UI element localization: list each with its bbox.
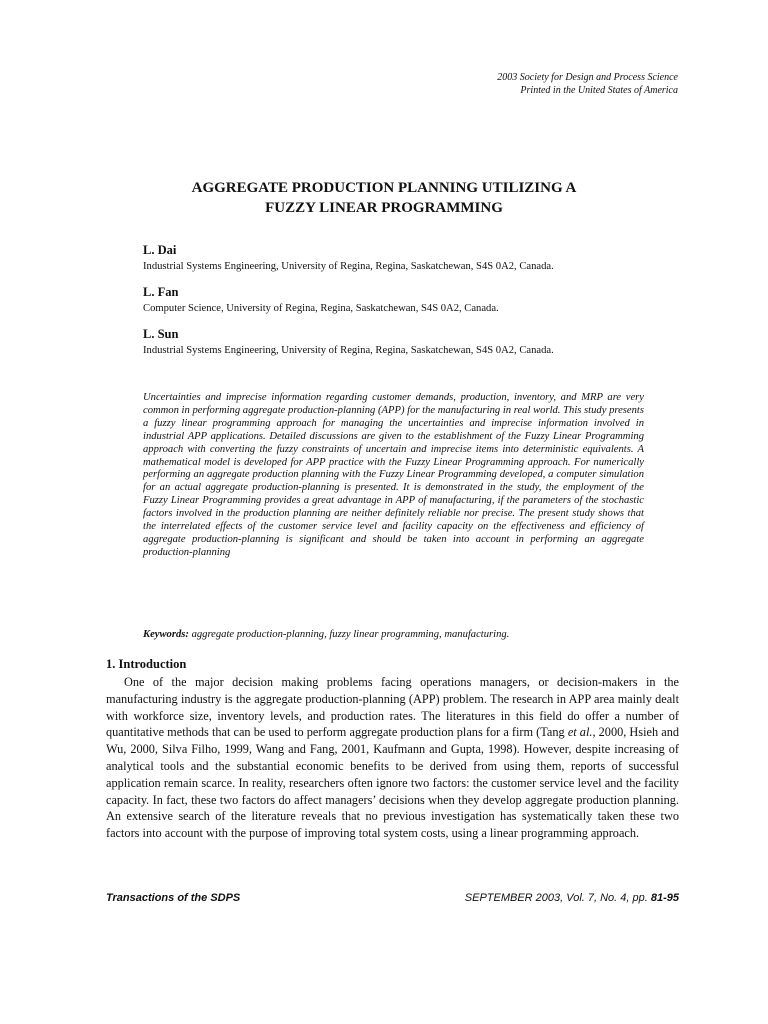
- publication-note-line1: 2003 Society for Design and Process Science: [497, 72, 678, 83]
- abstract: Uncertainties and imprecise information regarding customer demands, production, inventory, and MRP are very common in performing aggregate production-planning (APP) for the manufacturing in real world. This study presents a fuzzy linear programming approach for managing the uncertainties and imprecise information involved in industrial APP applications. Detailed discussions are given to the establishment of the Fuzzy Linear Programming approach with converting the fuzzy constraints of uncertain and imprecise items into deterministic equivalents. A mathematical model is developed for APP practice with the Fuzzy Linear Programming approach. For numerically performing an aggregate production planning with the Fuzzy Linear Programming developed, a computer simulation for an actual aggregate production-planning is presented. It is demonstrated in the study, the employment of the Fuzzy Linear Programming provides a great advantage in APP of manufacturing, if the parameters of the stochastic factors involved in the production planning are neither definitely reliable nor precise. The present study shows that the interrelated effects of the customer service level and facility capacity on the effectiveness and efficiency of aggregate production-planning is significant and should be taken into account in performing an aggregate production-planning: [143, 392, 644, 558]
- author-block: [143, 327, 703, 358]
- author-block: [143, 285, 703, 316]
- introduction-body: [106, 674, 679, 842]
- section-heading: 1. Introduction: [106, 657, 187, 671]
- author-name: L. Fan: [143, 285, 179, 299]
- introduction-paragraph: [106, 674, 679, 842]
- intro-text-etal: et al.: [567, 725, 593, 740]
- paper-title-line2: FUZZY LINEAR PROGRAMMING: [265, 200, 503, 216]
- keywords-text: aggregate production-planning, fuzzy linear programming, manufacturing.: [191, 629, 510, 640]
- author-name: L. Sun: [143, 327, 179, 341]
- author-list: [143, 243, 703, 369]
- author-affiliation: Computer Science, University of Regina, Regina, Saskatchewan, S4S 0A2, Canada.: [143, 303, 499, 314]
- author-name: L. Dai: [143, 243, 177, 257]
- publication-note: [497, 71, 678, 97]
- footer-issue: [465, 892, 679, 904]
- author-affiliation: Industrial Systems Engineering, University of Regina, Regina, Saskatchewan, S4S 0A2, Canada.: [143, 261, 554, 272]
- intro-text-part2: , 2000, Hsieh and Wu, 2000, Silva Filho, 1999, Wang and Fang, 2001, Kaufmann and Gupta, 1998). However, despite increasing of analytical tools and the substantial economic benefits to be derived from using them, reports of successful application remain scarce. In reality, researchers often ignore two factors: the customer service level and the facility capacity. In fact, these two factors do affect managers’ decisions when they develop aggregate production planning. An extensive search of the literature reveals that no previous investigation has systematically taken these two factors into account with the purpose of improving total system costs, using a linear programming approach.: [106, 725, 679, 841]
- footer-journal: Transactions of the SDPS: [106, 892, 241, 904]
- footer-issue-text: SEPTEMBER 2003, Vol. 7, No. 4, pp.: [464, 892, 651, 904]
- paper-title: [0, 178, 768, 218]
- keywords-label: Keywords:: [143, 629, 189, 640]
- footer-pages: 81-95: [650, 892, 679, 904]
- intro-text-part1: One of the major decision making problems facing operations managers, or decision-makers in the manufacturing industry is the aggregate production-planning (APP) problem. The research in APP area mainly dealt with workforce size, inventory levels, and production rates. The literatures in this field do offer a number of quantitative methods that can be used to perform aggregate production plans for a firm (Tang: [106, 675, 679, 740]
- keywords: [143, 628, 644, 641]
- publication-note-line2: Printed in the United States of America: [520, 85, 678, 96]
- author-affiliation: Industrial Systems Engineering, University of Regina, Regina, Saskatchewan, S4S 0A2, Canada.: [143, 345, 554, 356]
- author-block: [143, 243, 703, 274]
- paper-title-line1: AGGREGATE PRODUCTION PLANNING UTILIZING A: [191, 180, 577, 196]
